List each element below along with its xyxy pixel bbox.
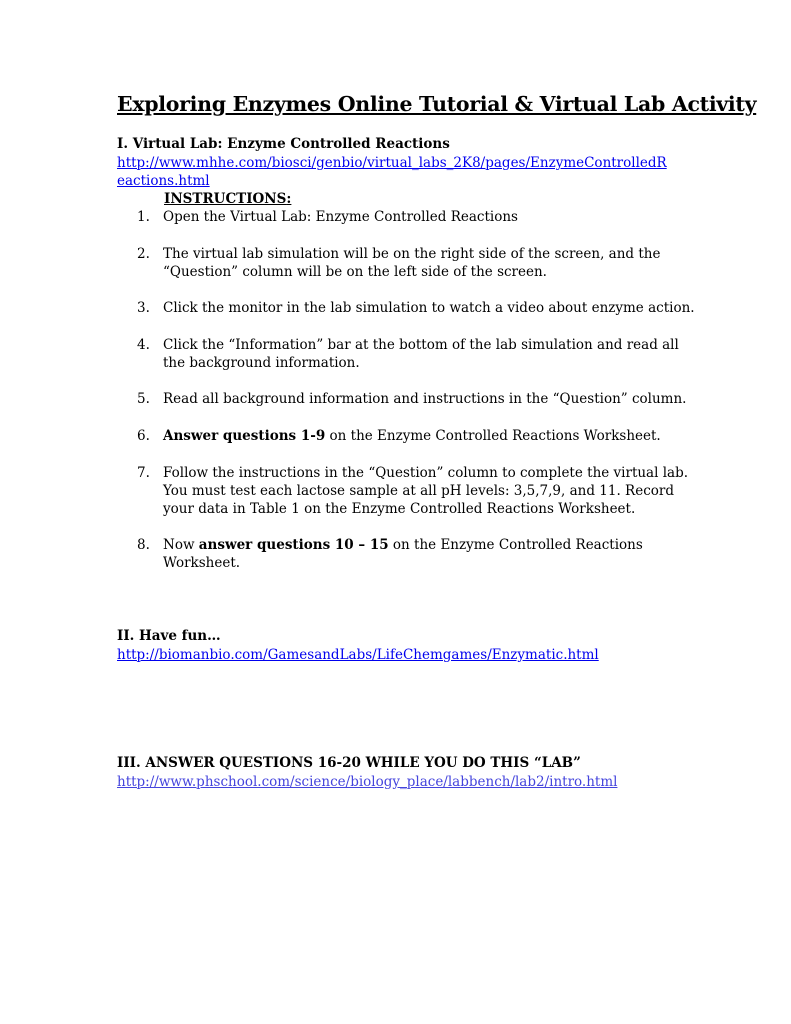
labbench-link[interactable]: http://www.phschool.com/science/biology_place/labbench/lab2/intro.html [117, 774, 618, 790]
virtual-lab-link-continued[interactable]: eactions.html [117, 173, 210, 189]
step-8: 8. Now answer questions 10 – 15 on the Enzyme Controlled Reactions Worksheet. [137, 537, 643, 572]
section-2-heading: II. Have fun… [117, 628, 221, 644]
section-1-heading: I. Virtual Lab: Enzyme Controlled Reactions [117, 136, 450, 152]
step-1: 1. Open the Virtual Lab: Enzyme Controlled Reactions [137, 209, 518, 225]
step-6: 6. Answer questions 1-9 on the Enzyme Controlled Reactions Worksheet. [137, 427, 661, 444]
step-2: 2. The virtual lab simulation will be on the right side of the screen, and the “Question” column will be on the left side of the screen. [137, 245, 661, 280]
step-5: 5. Read all background information and instructions in the “Question” column. [137, 391, 687, 408]
section-3-heading: III. ANSWER QUESTIONS 16-20 WHILE YOU DO THIS “LAB” [117, 755, 581, 771]
instruction-steps [137, 208, 697, 591]
instructions-label: INSTRUCTIONS: [164, 191, 292, 207]
page-title: Exploring Enzymes Online Tutorial & Virtual Lab Activity [117, 92, 757, 116]
enzymatic-game-link[interactable]: http://biomanbio.com/GamesandLabs/LifeChemgames/Enzymatic.html [117, 647, 599, 663]
step-3: 3. Click the monitor in the lab simulation to watch a video about enzyme action. [137, 300, 695, 317]
step-4: 4. Click the “Information” bar at the bottom of the lab simulation and read all the background information. [137, 336, 679, 371]
virtual-lab-link[interactable]: http://www.mhhe.com/biosci/genbio/virtual_labs_2K8/pages/EnzymeControlledR [117, 155, 667, 171]
step-7: 7. Follow the instructions in the “Question” column to complete the virtual lab. You must test each lactose sample at all pH levels: 3,5,7,9, and 11. Record your data in Table 1 on the Enzyme Controlled Reactions Worksheet. [137, 464, 689, 517]
